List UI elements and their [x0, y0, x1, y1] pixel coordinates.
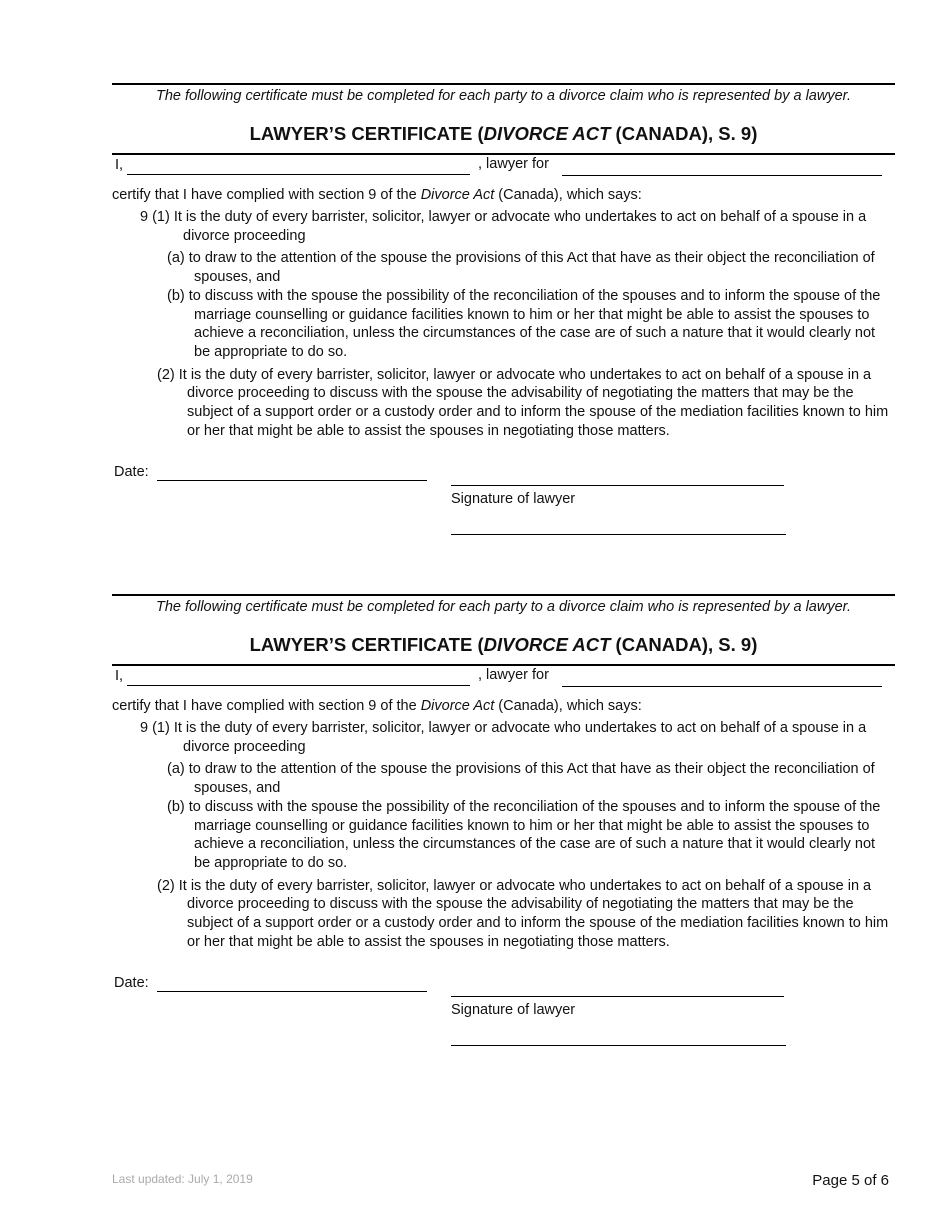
date-label: Date:	[114, 464, 149, 481]
title-suffix: (CANADA), S. 9)	[610, 123, 758, 144]
lawyer-name-field[interactable]	[127, 174, 470, 175]
section-9-1-a: (a) to draw to the attention of the spouse the provisions of this Act that have as their object the reconciliation of spouses, and	[167, 250, 875, 286]
lawyer-certificate-1	[112, 83, 895, 536]
certify-act: Divorce Act	[420, 698, 495, 714]
certify-suffix: (Canada), which says:	[494, 187, 642, 203]
title-suffix: (CANADA), S. 9)	[610, 634, 758, 655]
signature-field[interactable]	[451, 485, 784, 486]
date-field[interactable]	[157, 991, 427, 992]
party-name-field[interactable]	[562, 175, 882, 176]
title-prefix: LAWYER’S CERTIFICATE (	[249, 123, 484, 144]
lawyer-name-row	[112, 155, 895, 177]
certificate-intro: The following certificate must be completed for each party to a divorce claim who is represented by a lawyer.	[156, 599, 851, 615]
signature-label: Signature of lawyer	[451, 491, 576, 508]
section-9-1-b: (b) to discuss with the spouse the possibility of the reconciliation of the spouses and to inform the spouse of the marriage counselling or guidance facilities known to him or her that might be able to assist the spouses to achieve a reconciliation, unless the circumstances of the case are of such a nature that it would clearly not be appropriate to do so.	[167, 798, 881, 871]
section-9-1-a: (a) to draw to the attention of the spouse the provisions of this Act that have as their object the reconciliation of spouses, and	[167, 761, 875, 797]
page-number: Page 5 of 6	[812, 1172, 889, 1189]
certificate-title	[112, 634, 895, 656]
title-act: DIVORCE ACT	[483, 123, 611, 144]
lawyer-for-label: , lawyer for	[478, 156, 549, 172]
signature-field[interactable]	[451, 996, 784, 997]
lawyer-name-print-field[interactable]	[451, 534, 786, 535]
certify-prefix: certify that I have complied with section 9 of the	[112, 698, 421, 714]
i-label: I,	[115, 668, 124, 684]
lawyer-name-row	[112, 666, 895, 688]
certify-act: Divorce Act	[420, 187, 495, 203]
party-name-field[interactable]	[562, 686, 882, 687]
lawyer-certificate-2	[112, 594, 895, 1047]
top-rule	[112, 594, 895, 596]
section-9-2: (2) It is the duty of every barrister, solicitor, lawyer or advocate who undertakes to act on behalf of a spouse in a divorce proceeding to discuss with the spouse the advisability of negotiating the matters that may be the subject of a support order or a custody order and to inform the spouse of the mediation facilities known to him or her that might be able to assist the spouses in negotiating those matters.	[157, 366, 889, 439]
signature-label: Signature of lawyer	[451, 1002, 576, 1019]
certificate-intro: The following certificate must be completed for each party to a divorce claim who is represented by a lawyer.	[156, 88, 851, 104]
section-9-1: 9 (1) It is the duty of every barrister, solicitor, lawyer or advocate who undertakes to act on behalf of a spouse in a divorce proceeding	[140, 209, 867, 244]
date-field[interactable]	[157, 480, 427, 481]
title-prefix: LAWYER’S CERTIFICATE (	[249, 634, 484, 655]
lawyer-name-field[interactable]	[127, 685, 470, 686]
certify-statement	[112, 697, 895, 715]
certificate-title	[112, 123, 895, 145]
certify-suffix: (Canada), which says:	[494, 698, 642, 714]
lawyer-for-label: , lawyer for	[478, 667, 549, 683]
lawyer-name-print-field[interactable]	[451, 1045, 786, 1046]
date-signature-row	[112, 967, 895, 1047]
date-signature-row	[112, 456, 895, 536]
i-label: I,	[115, 157, 124, 173]
certify-statement	[112, 186, 895, 204]
certify-prefix: certify that I have complied with section 9 of the	[112, 187, 421, 203]
date-label: Date:	[114, 975, 149, 992]
section-9-2: (2) It is the duty of every barrister, solicitor, lawyer or advocate who undertakes to act on behalf of a spouse in a divorce proceeding to discuss with the spouse the advisability of negotiating the matters that may be the subject of a support order or a custody order and to inform the spouse of the mediation facilities known to him or her that might be able to assist the spouses in negotiating those matters.	[157, 877, 889, 950]
section-9-1: 9 (1) It is the duty of every barrister, solicitor, lawyer or advocate who undertakes to act on behalf of a spouse in a divorce proceeding	[140, 720, 867, 755]
title-act: DIVORCE ACT	[483, 634, 611, 655]
section-9-1-b: (b) to discuss with the spouse the possibility of the reconciliation of the spouses and to inform the spouse of the marriage counselling or guidance facilities known to him or her that might be able to assist the spouses to achieve a reconciliation, unless the circumstances of the case are of such a nature that it would clearly not be appropriate to do so.	[167, 287, 881, 360]
top-rule	[112, 83, 895, 85]
last-updated: Last updated: July 1, 2019	[112, 1172, 253, 1186]
